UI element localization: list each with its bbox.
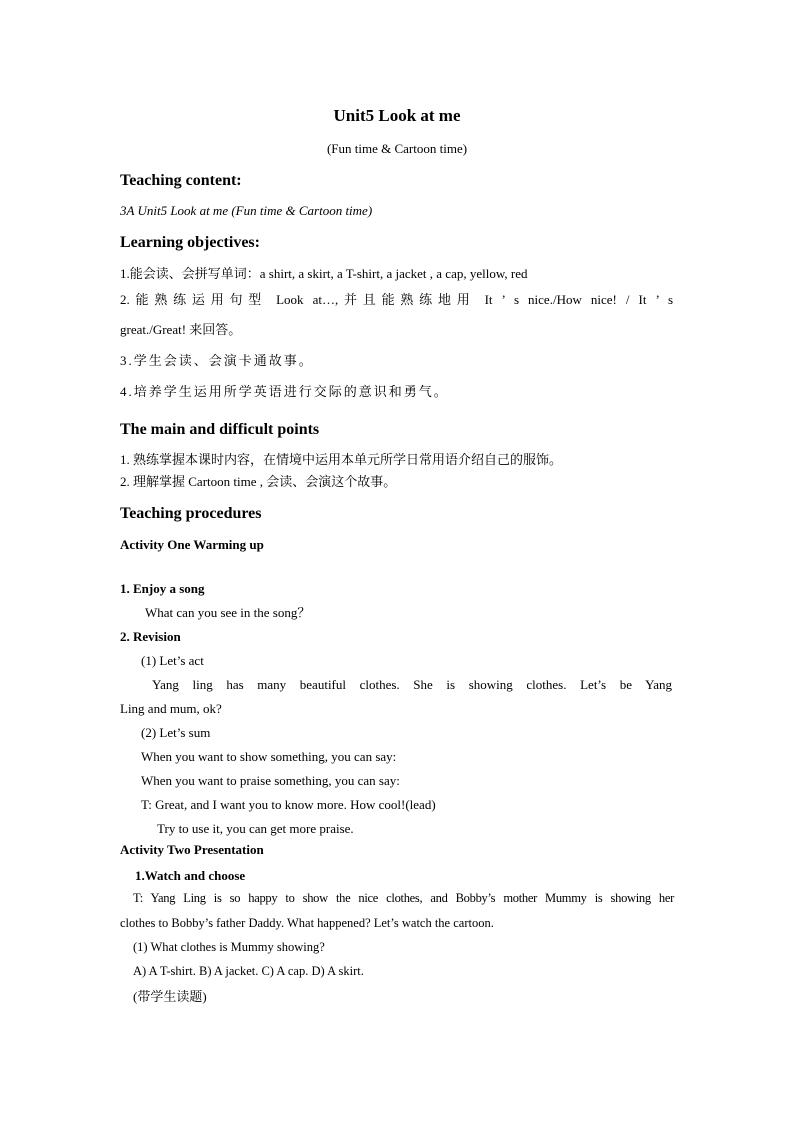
main-point-item: 1. 熟练掌握本课时内容，在情境中运用本单元所学日常用语介绍自己的服饰。 [120,452,563,467]
main-points-heading: The main and difficult points [120,421,320,438]
act-paragraph-line: Yang ling has many beautiful clothes. She is showing clothes. Let’s be Yang [152,677,672,692]
document-title: Unit5 Look at me [333,106,461,125]
sum-line: Try to use it, you can get more praise. [157,821,354,836]
learning-objectives-heading: Learning objectives: [120,234,260,251]
main-point-item: 2. 理解掌握 Cartoon time , 会读、会演这个故事。 [120,474,397,489]
act-paragraph-line: Ling and mum, ok? [120,701,222,716]
lets-act-label: (1) Let’s act [141,653,204,668]
sum-line: When you want to show something, you can say: [141,749,397,764]
objective-item: 2.能熟练运用句型 Look at…,并且能熟练地用 It ’ s nice./How nice! / It ’ s [120,292,673,307]
objective-item: 1.能会读、会拼写单词：a shirt, a skirt, a T-shirt, a jacket , a cap, yellow, red [120,266,528,281]
watch-choose-item: 1.Watch and choose [135,868,246,883]
sum-line: T: Great, and I want you to know more. How cool!(lead) [141,797,436,812]
document-subtitle: (Fun time & Cartoon time) [326,141,468,156]
revision-item: 2. Revision [120,629,181,644]
enjoy-song-item: 1. Enjoy a song [120,581,205,596]
teaching-content-heading: Teaching content: [120,172,242,189]
objective-item: great./Great! 来回答。 [120,322,242,337]
enjoy-song-question: What can you see in the song？ [145,605,311,620]
objective-item: 4.培养学生运用所学英语进行交际的意识和勇气。 [120,384,449,399]
watch-paragraph-line: clothes to Bobby’s father Daddy. What happened? Let’s watch the cartoon. [120,916,494,930]
activity-one-heading: Activity One Warming up [120,537,264,552]
question-options: A) A T-shirt. B) A jacket. C) A cap. D) A skirt. [133,964,364,978]
teaching-content-text: 3A Unit5 Look at me (Fun time & Cartoon time) [120,203,373,218]
lets-sum-label: (2) Let’s sum [141,725,211,740]
teacher-note: (带学生读题) [133,989,207,1004]
sum-line: When you want to praise something, you can say: [141,773,400,788]
procedures-heading: Teaching procedures [120,505,262,522]
activity-two-heading: Activity Two Presentation [120,842,264,857]
watch-paragraph-line: T: Yang Ling is so happy to show the nice clothes, and Bobby’s mother Mummy is showing her [133,891,674,905]
question-item: (1) What clothes is Mummy showing? [133,940,325,954]
objective-item: 3.学生会读、会演卡通故事。 [120,353,314,368]
